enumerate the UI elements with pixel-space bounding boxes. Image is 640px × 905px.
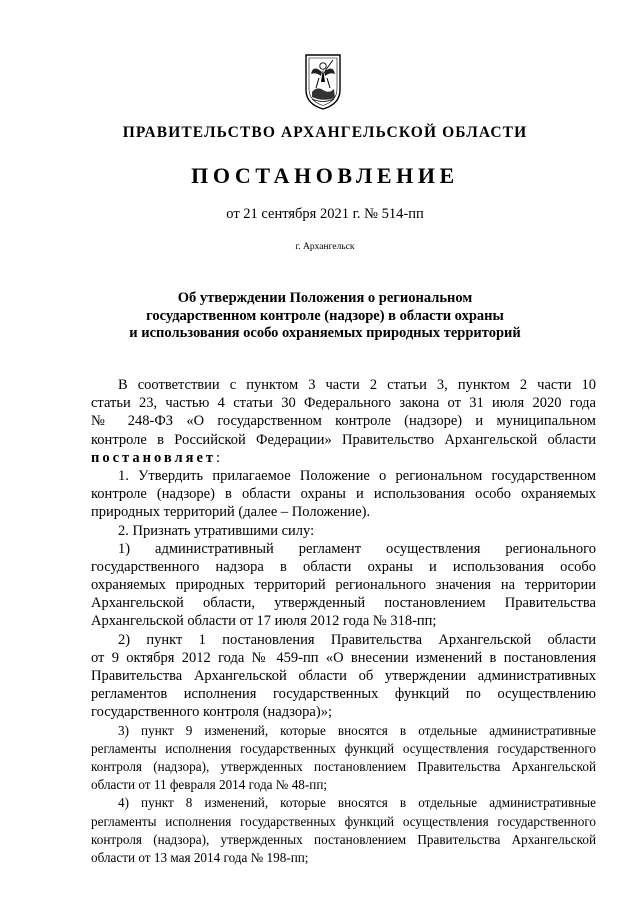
text-line: Архангельской области от 17 июля 2012 года № 318-пп; xyxy=(91,613,437,630)
title-line: и использования особо охраняемых природных территорий xyxy=(129,325,521,341)
text-line: от 9 октября 2012 года № 459-пп «О внесении изменений в постановления xyxy=(91,649,596,666)
text-line: Архангельской области, утвержденный постановлением Правительства xyxy=(91,595,596,612)
text-line: контроле в Российской Федерации» Правительство Архангельской области xyxy=(91,431,596,448)
text-line: № 248-ФЗ «О государственном контроле (надзоре) и муниципальном xyxy=(91,413,596,430)
item-1-paragraph xyxy=(91,467,596,522)
text-line: природных территорий (далее – Положение). xyxy=(91,504,371,521)
text-line: статьи 23, частью 4 статьи 30 Федерального закона от 31 июля 2020 года xyxy=(91,395,596,412)
subitem-1-paragraph xyxy=(91,540,596,631)
subitem-3-paragraph xyxy=(91,722,596,795)
subitem-2-paragraph xyxy=(91,631,596,722)
text-line: контроле (надзоре) в области охраны и использования особо охраняемых xyxy=(91,486,596,503)
preamble-paragraph xyxy=(91,376,596,467)
text-line: регламенты исполнения государственных функций осуществления государственного xyxy=(91,740,596,756)
text-line: контроля (надзора), утвержденных постановлением Правительства Архангельской xyxy=(91,831,596,847)
coat-of-arms-icon xyxy=(303,52,343,112)
decree-body xyxy=(91,376,596,867)
text-line: государственного надзора в области охраны и использования особо xyxy=(91,558,596,575)
text-line: контроля (надзора), утвержденных постановлением Правительства Архангельской xyxy=(91,758,596,774)
text-line: области от 11 февраля 2014 года № 48-пп; xyxy=(91,777,328,793)
text-line: государственного контроля (надзора)»; xyxy=(91,704,332,721)
title-line: Об утверждении Положения о региональном xyxy=(177,290,473,306)
text-line: постановляет: xyxy=(91,449,221,466)
text-line: Правительства Архангельской области об утверждении административных xyxy=(91,668,596,684)
text-line: 4) пункт 8 изменений, которые вносятся в отдельные административные xyxy=(118,795,596,811)
item-2-paragraph xyxy=(91,522,596,540)
text-line: 3) пункт 9 изменений, которые вносятся в отдельные административные xyxy=(118,722,596,738)
subitem-4-paragraph xyxy=(91,794,596,867)
text-line: регламентов исполнения государственных функций по осуществлению xyxy=(91,686,596,703)
text-line: охраняемых природных территорий регионального значения на территории xyxy=(91,577,596,594)
decree-date-number: от 21 сентября 2021 г. № 514-пп xyxy=(226,206,424,222)
government-name: ПРАВИТЕЛЬСТВО АРХАНГЕЛЬСКОЙ ОБЛАСТИ xyxy=(122,124,528,141)
text-line: 2) пункт 1 постановления Правительства Архангельской области xyxy=(118,631,596,648)
text-line: 1. Утвердить прилагаемое Положение о региональном государственном xyxy=(118,467,596,484)
text-line: регламенты исполнения государственных функций осуществления государственного xyxy=(91,813,596,829)
document-type-heading: ПОСТАНОВЛЕНИЕ xyxy=(191,163,459,188)
decree-title xyxy=(60,290,590,343)
text-line: области от 13 мая 2014 года № 198-пп; xyxy=(91,849,309,865)
resolves-word: постановляет xyxy=(91,449,217,466)
text-line: 2. Признать утратившими силу: xyxy=(118,522,315,539)
city-name: г. Архангельск xyxy=(295,242,355,252)
text-line: 1) административный регламент осуществления регионального xyxy=(118,540,596,557)
text-line: В соответствии с пунктом 3 части 2 статьи 3, пунктом 2 части 10 xyxy=(118,377,596,393)
title-line: государственном контроле (надзоре) в области охраны xyxy=(146,307,504,324)
